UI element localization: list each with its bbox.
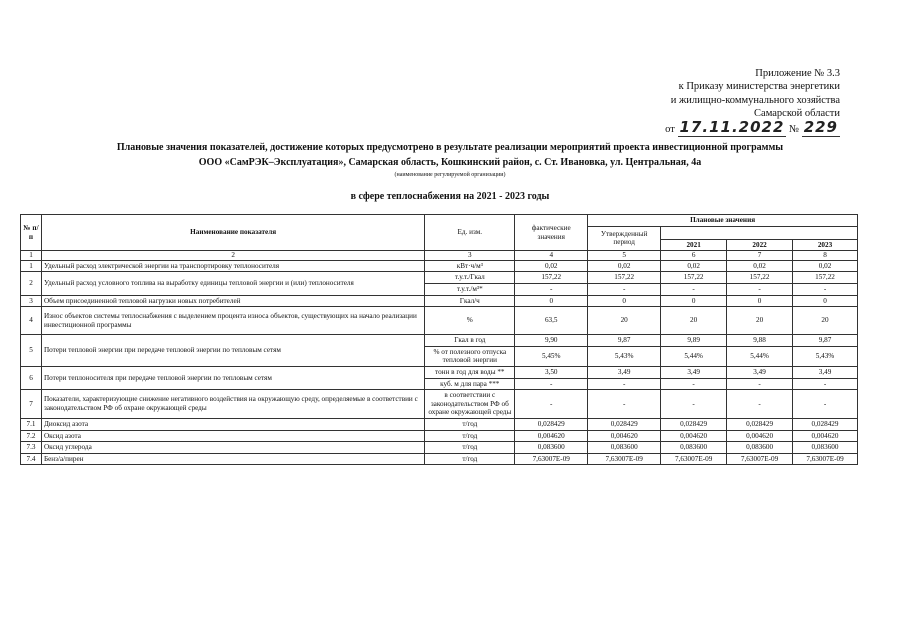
row-2021: 20 (661, 307, 727, 335)
row-2023: 5,43% (793, 346, 858, 366)
table-row (21, 430, 858, 442)
row-fact: 0,004620 (515, 430, 588, 442)
row-name: Диоксид азота (41, 418, 424, 430)
row-approved: 0,028429 (588, 418, 661, 430)
row-2023: 0,083600 (793, 442, 858, 454)
row-fact: 0 (515, 295, 588, 307)
row-name: Объем присоединенной тепловой нагрузки новых потребителей (41, 295, 424, 307)
row-2022: - (727, 378, 793, 390)
row-unit: т.у.т./Гкал (425, 272, 515, 284)
row-unit: т.у.т./м³* (425, 283, 515, 295)
appendix-block (600, 67, 840, 121)
indicators-table (20, 214, 858, 465)
row-num: 7.4 (21, 453, 42, 465)
row-2021: 0,028429 (661, 418, 727, 430)
header-year-2021: 2021 (661, 239, 727, 251)
row-name: Потери тепловой энергии при передаче тепловой энергии по тепловым сетям (41, 335, 424, 367)
row-num: 7 (21, 390, 42, 419)
row-2023: 0 (793, 295, 858, 307)
appendix-line: к Приказу министерства энергетики (678, 81, 840, 93)
row-fact: 9,90 (515, 335, 588, 347)
row-approved: - (588, 283, 661, 295)
row-unit: т/год (425, 453, 515, 465)
appendix-line: Самарской области (754, 108, 840, 120)
row-approved: - (588, 390, 661, 419)
scope-title: в сфере теплоснабжения на 2021 - 2023 годы (350, 191, 550, 202)
row-num: 4 (21, 307, 42, 335)
row-fact: 157,22 (515, 272, 588, 284)
row-2022: 5,44% (727, 346, 793, 366)
row-approved: 9,87 (588, 335, 661, 347)
header-year-2022: 2022 (727, 239, 793, 251)
row-fact: 7,63007E-09 (515, 453, 588, 465)
table-row (21, 418, 858, 430)
row-num: 5 (21, 335, 42, 367)
header-name: Наименование показателя (41, 215, 424, 251)
header-approved: Утвержденный период (588, 226, 661, 251)
table-row (21, 307, 858, 335)
row-fact: 3,50 (515, 366, 588, 378)
row-2022: 9,88 (727, 335, 793, 347)
row-name: Удельный расход условного топлива на выработку единицы тепловой энергии и (или) теплоносителя (41, 272, 424, 295)
row-2021: - (661, 390, 727, 419)
row-unit: кВт·ч/м³ (425, 260, 515, 272)
order-date-number (665, 118, 840, 136)
row-approved: 3,49 (588, 366, 661, 378)
row-name: Удельный расход электрической энергии на транспортировку теплоносителя (41, 260, 424, 272)
index-cell: 5 (588, 251, 661, 261)
from-label: от (665, 124, 675, 135)
row-2022: 3,49 (727, 366, 793, 378)
row-2023: 3,49 (793, 366, 858, 378)
row-name: Показатели, характеризующие снижение негативного воздействия на окружающую среду, определяемые в соответствии с законодательством РФ об охране окружающей среды (41, 390, 424, 419)
row-approved: 0,02 (588, 260, 661, 272)
header-planned: Плановые значения (588, 215, 858, 227)
table-row (21, 442, 858, 454)
column-index-row (21, 251, 858, 261)
table-row (21, 366, 858, 378)
row-approved: 7,63007E-09 (588, 453, 661, 465)
row-fact: - (515, 378, 588, 390)
row-2022: - (727, 283, 793, 295)
table-row (21, 272, 858, 284)
row-unit: % (425, 307, 515, 335)
index-cell: 7 (727, 251, 793, 261)
row-2023: 0,02 (793, 260, 858, 272)
table-row (21, 295, 858, 307)
appendix-line: Приложение № 3.3 (755, 68, 840, 79)
row-unit: Гкал/ч (425, 295, 515, 307)
row-fact: 5,45% (515, 346, 588, 366)
row-approved: 0 (588, 295, 661, 307)
row-2021: 5,44% (661, 346, 727, 366)
row-unit: % от полезного отпуска тепловой энергии (425, 346, 515, 366)
row-name: Потери теплоносителя при передаче тепловой энергии по тепловым сетям (41, 366, 424, 389)
header-fact: фактические значения (515, 215, 588, 251)
row-fact: - (515, 283, 588, 295)
row-2023: - (793, 283, 858, 295)
header-unit: Ед. изм. (425, 215, 515, 251)
row-2021: 0 (661, 295, 727, 307)
row-2022: 20 (727, 307, 793, 335)
number-label: № (789, 124, 800, 135)
header-num: № п/п (21, 215, 42, 251)
row-fact: - (515, 390, 588, 419)
row-2021: - (661, 283, 727, 295)
row-2021: 7,63007E-09 (661, 453, 727, 465)
row-2021: 3,49 (661, 366, 727, 378)
row-2021: 0,004620 (661, 430, 727, 442)
row-fact: 63,5 (515, 307, 588, 335)
row-unit: куб. м для пара *** (425, 378, 515, 390)
organization-note: (наименование регулируемой организации) (394, 172, 506, 178)
row-name: Оксид азота (41, 430, 424, 442)
row-approved: 157,22 (588, 272, 661, 284)
row-num: 2 (21, 272, 42, 295)
index-cell: 8 (793, 251, 858, 261)
row-approved: 5,43% (588, 346, 661, 366)
row-unit: т/год (425, 430, 515, 442)
row-2023: - (793, 378, 858, 390)
row-name: Износ объектов системы теплоснабжения с выделением процента износа объектов, существующих на начало реализации инвестиционной программы (41, 307, 424, 335)
row-2022: 7,63007E-09 (727, 453, 793, 465)
row-2022: 0 (727, 295, 793, 307)
table-row (21, 335, 858, 347)
row-2022: 0,083600 (727, 442, 793, 454)
handwritten-date: 17.11.2022 (679, 118, 785, 136)
row-2022: - (727, 390, 793, 419)
row-2022: 157,22 (727, 272, 793, 284)
row-2023: 157,22 (793, 272, 858, 284)
row-num: 7.1 (21, 418, 42, 430)
row-unit: в соответствии с законодательством РФ об охране окружающей среды (425, 390, 515, 419)
row-2023: 9,87 (793, 335, 858, 347)
row-num: 6 (21, 366, 42, 389)
row-name: Оксид углерода (41, 442, 424, 454)
row-2023: 0,004620 (793, 430, 858, 442)
row-unit: Гкал в год (425, 335, 515, 347)
row-2022: 0,02 (727, 260, 793, 272)
index-cell: 6 (661, 251, 727, 261)
row-fact: 0,028429 (515, 418, 588, 430)
header-year-2023: 2023 (793, 239, 858, 251)
row-unit: тонн в год для воды ** (425, 366, 515, 378)
row-2021: - (661, 378, 727, 390)
table-row (21, 453, 858, 465)
row-num: 7.3 (21, 442, 42, 454)
row-fact: 0,02 (515, 260, 588, 272)
appendix-line: и жилищно-коммунального хозяйства (670, 94, 840, 106)
row-2023: 7,63007E-09 (793, 453, 858, 465)
index-cell: 1 (21, 251, 42, 261)
index-cell: 2 (41, 251, 424, 261)
row-2022: 0,028429 (727, 418, 793, 430)
row-2023: 20 (793, 307, 858, 335)
document-title: Плановые значения показателей, достижение которых предусмотрено в результате реализации мероприятий проекта инвестиционной программы (116, 142, 784, 153)
header-years-spacer (661, 226, 858, 239)
row-approved: - (588, 378, 661, 390)
row-unit: т/год (425, 418, 515, 430)
row-2021: 9,89 (661, 335, 727, 347)
organization-title: ООО «СамРЭК–Эксплуатация», Самарская область, Кошкинский район, с. Ст. Ивановка, ул. Центральная, 4а (198, 157, 702, 168)
handwritten-number: 229 (803, 118, 838, 136)
index-cell: 4 (515, 251, 588, 261)
table-row (21, 260, 858, 272)
index-cell: 3 (425, 251, 515, 261)
row-name: Бенз/а/пирен (41, 453, 424, 465)
row-approved: 0,083600 (588, 442, 661, 454)
table-row (21, 390, 858, 419)
row-2021: 0,083600 (661, 442, 727, 454)
row-num: 1 (21, 260, 42, 272)
row-approved: 20 (588, 307, 661, 335)
row-2022: 0,004620 (727, 430, 793, 442)
row-num: 3 (21, 295, 42, 307)
row-2021: 0,02 (661, 260, 727, 272)
row-unit: т/год (425, 442, 515, 454)
row-2023: - (793, 390, 858, 419)
row-num: 7.2 (21, 430, 42, 442)
row-fact: 0,083600 (515, 442, 588, 454)
row-2023: 0,028429 (793, 418, 858, 430)
row-2021: 157,22 (661, 272, 727, 284)
row-approved: 0,004620 (588, 430, 661, 442)
